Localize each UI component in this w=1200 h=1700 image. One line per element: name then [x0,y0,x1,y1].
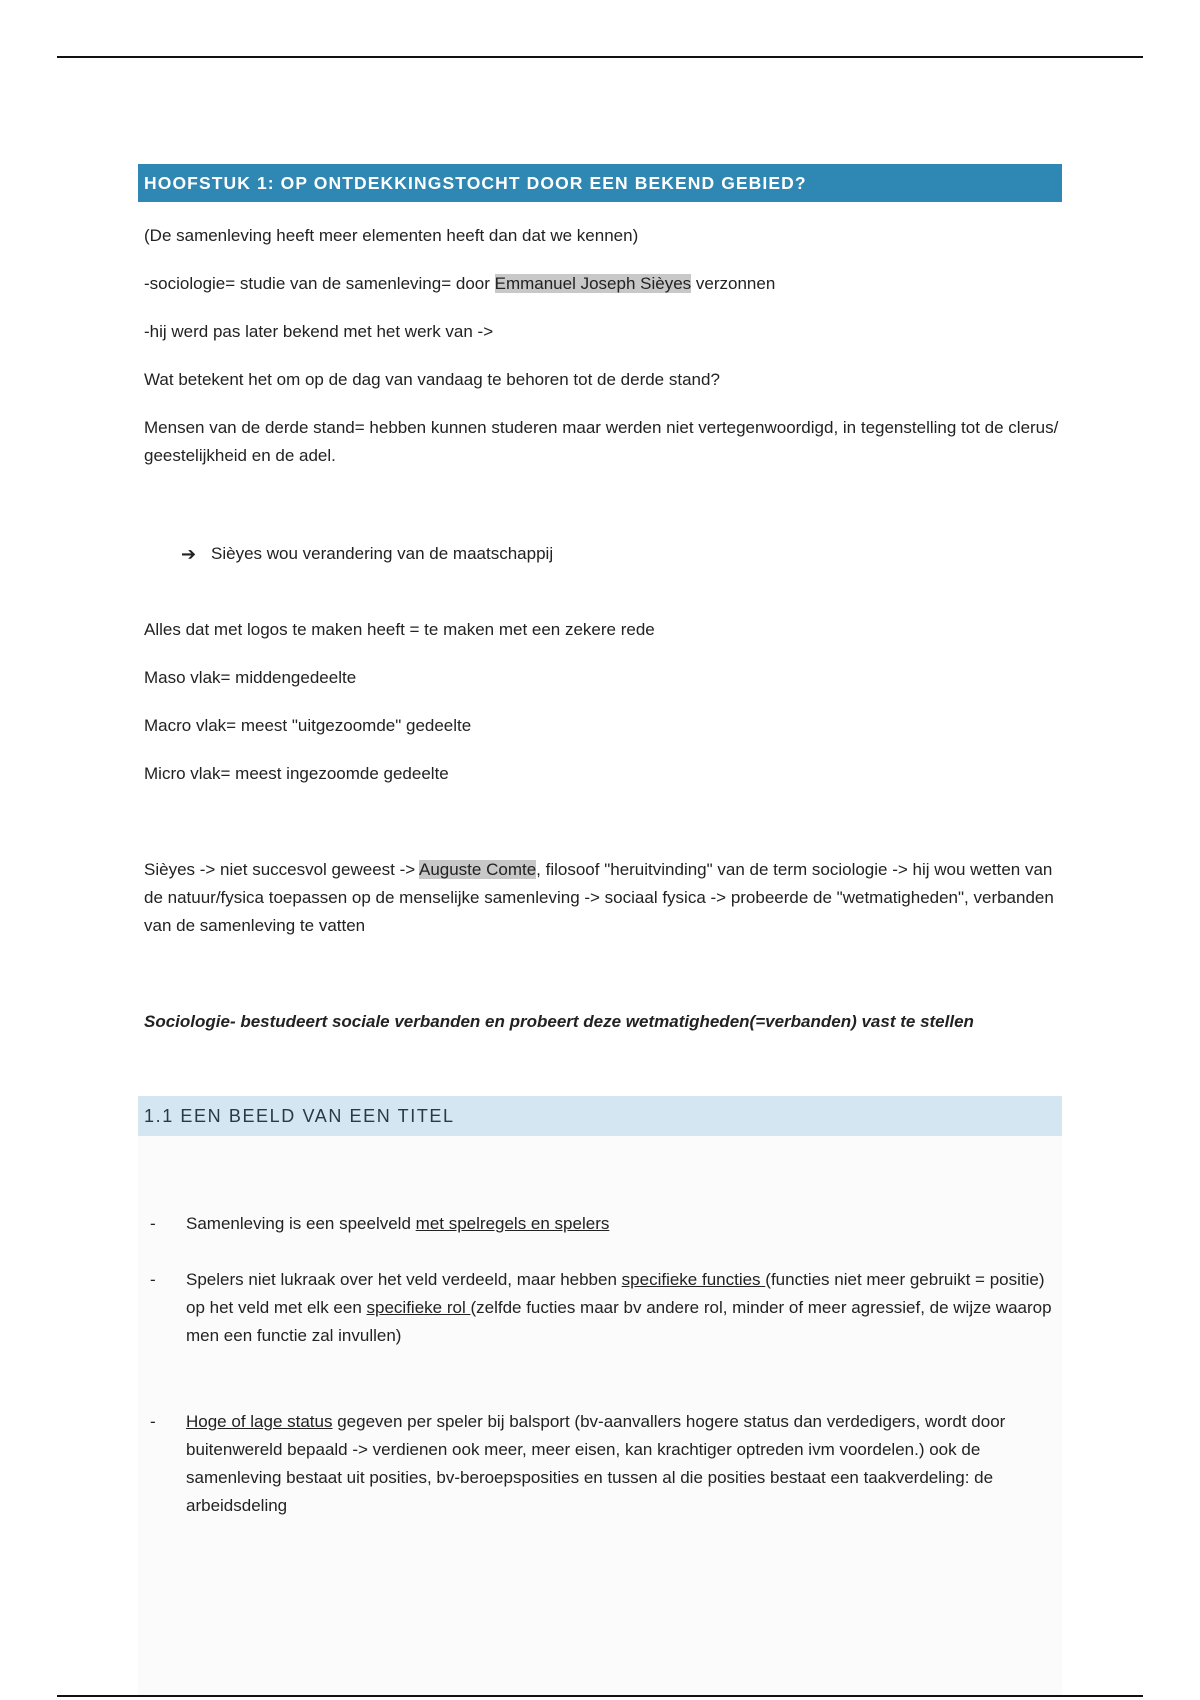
arrow-item [138,540,1062,568]
section-heading [138,1096,1062,1136]
text-span: (zelfde fucties maar bv andere rol, minder of meer agressief, de wijze waarop men een functie zal invullen) [186,1298,1052,1345]
highlighted-name: Emmanuel Joseph Sièyes [494,274,692,293]
list-item [138,1408,1062,1520]
section-heading-text: 1.1 EEN BEELD VAN EEN TITEL [144,1105,455,1126]
bullet-dash: - [150,1214,156,1233]
paragraph: Alles dat met logos te maken heeft = te maken met een zekere rede [144,620,655,639]
top-rule [57,56,1143,58]
paragraph: Macro vlak= meest "uitgezoomde" gedeelte [144,716,472,735]
underlined-text: met spelregels en spelers [415,1214,610,1233]
underlined-text: specifieke functies [621,1270,766,1289]
chapter-heading-text: HOOFSTUK 1: OP ONTDEKKINGSTOCHT DOOR EEN BEKEND GEBIED? [144,172,807,193]
text-span: -sociologie= studie van de samenleving= door [144,274,495,293]
underlined-text: Hoge of lage status [186,1412,333,1431]
text-span: gegeven per speler bij balsport (bv-aanvallers hogere status dan verdedigers, wordt door buitenwereld bepaald -> verdienen ook meer, meer eisen, kan krachtiger optreden ivm voordelen.) ook de samenleving bestaat uit posities, bv-beroepsposities en tussen al die posities bestaat een taakverdeling: de arbeidsdeling [186,1412,1006,1515]
text-span: Spelers niet lukraak over het veld verdeeld, maar hebben [186,1270,622,1289]
paragraph: Mensen van de derde stand= hebben kunnen studeren maar werden niet vertegenwoordigd, in tegenstelling tot de clerus/ geestelijkheid en de adel. [144,418,1059,465]
paragraph: -hij werd pas later bekend met het werk van -> [144,322,494,341]
chapter-heading [138,164,1062,202]
underlined-text: specifieke rol [366,1298,471,1317]
intro-paragraph: (De samenleving heeft meer elementen heeft dan dat we kennen) [144,226,639,245]
sociology-definition-line [138,270,1062,298]
highlighted-name: Auguste Comte [418,860,537,879]
paragraph: Wat betekent het om op de dag van vandaag te behoren tot de derde stand? [144,370,720,389]
right-arrow-icon: ➔ [181,544,197,564]
paragraph: Micro vlak= meest ingezoomde gedeelte [144,764,449,783]
section-body [138,1136,1062,1696]
paragraph: Maso vlak= middengedeelte [144,668,357,687]
bullet-dash: - [150,1412,156,1431]
bullet-dash: - [150,1270,156,1289]
sociology-definition: Sociologie- bestudeert sociale verbanden en probeert deze wetmatigheden(=verbanden) vast te stellen [144,1012,974,1031]
comte-paragraph [138,856,1062,940]
page-content [138,164,1062,1696]
list-item [138,1266,1062,1350]
arrow-item-text: Sièyes wou verandering van de maatschappij [211,544,554,563]
text-span: , filosoof "heruitvinding" van de term sociologie -> hij wou wetten van de natuur/fysica toepassen op de menselijke samenleving -> sociaal fysica -> probeerde de "wetmatigheden", verbanden van de samenleving te vatten [144,860,1054,935]
text-span: verzonnen [691,274,776,293]
bottom-rule [57,1695,1143,1697]
text-span: Sièyes -> niet succesvol geweest -> [144,860,419,879]
list-item [138,1136,1062,1238]
text-span: (functies niet meer gebruikt = positie) op het veld met elk een [186,1270,1045,1317]
text-span: Samenleving is een speelveld [186,1214,416,1233]
